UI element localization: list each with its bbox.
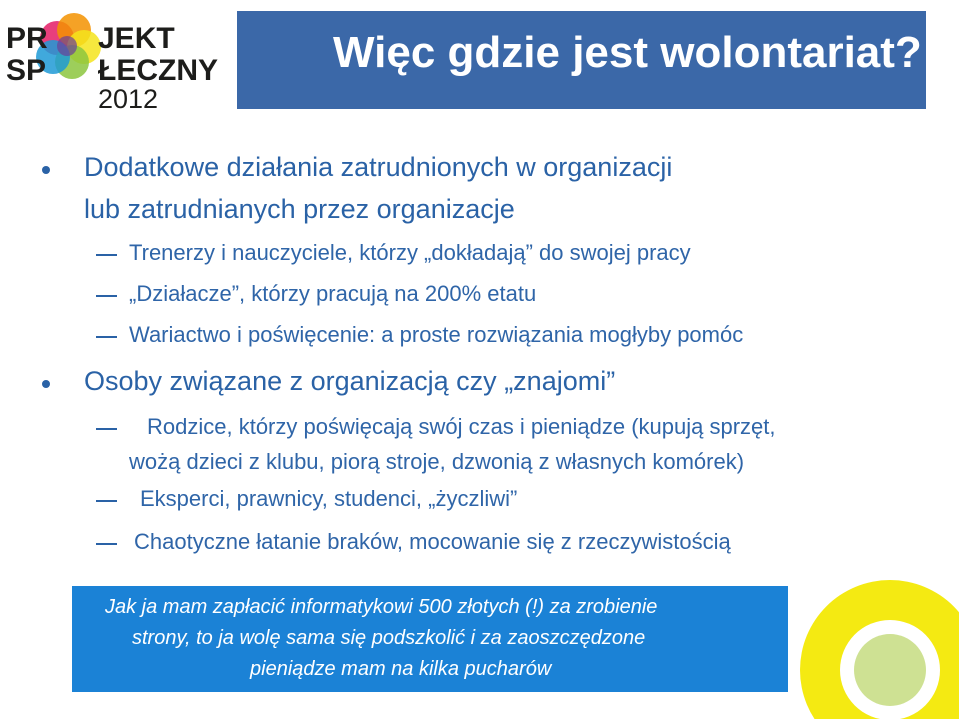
dash-icon [96, 336, 117, 338]
bullet-1-line-1: Dodatkowe działania zatrudnionych w organizacji [84, 152, 673, 182]
bullet-1-line-2: lub zatrudnianych przez organizacje [84, 194, 515, 224]
dash-icon [96, 295, 117, 297]
logo-text-row2: SP [6, 54, 47, 87]
logo-text-row1b: JEKT [98, 22, 175, 55]
dash-icon [96, 543, 117, 545]
logo-text-row2b: ŁECZNY [98, 54, 218, 87]
logo-year: 2012 [98, 84, 159, 114]
dash-icon [96, 428, 117, 430]
dash-icon [96, 254, 117, 256]
sub-item: Rodzice, którzy poświęcają swój czas i pieniądze (kupują sprzęt, [147, 414, 776, 439]
sub-item: „Działacze”, którzy pracują na 200% etatu [129, 281, 537, 306]
page-title: Więc gdzie jest wolontariat? [333, 28, 922, 77]
sub-item: Wariactwo i poświęcenie: a proste rozwiązania mogłyby pomóc [129, 322, 744, 347]
sub-item: Chaotyczne łatanie braków, mocowanie się z rzeczywistością [134, 529, 731, 554]
sub-item: Trenerzy i nauczyciele, którzy „dokładają” do swojej pracy [129, 240, 691, 265]
bullet-dot-icon [42, 166, 50, 174]
quote-line-1: Jak ja mam zapłacić informatykowi 500 złotych (!) za zrobienie [105, 596, 658, 618]
bullet-dot-icon [42, 380, 50, 388]
dash-icon [96, 500, 117, 502]
logo-text-row1: PR [6, 22, 48, 55]
quote-line-3: pieniądze mam na kilka pucharów [250, 658, 552, 680]
sub-item: Eksperci, prawnicy, studenci, „życzliwi” [140, 486, 518, 511]
bullet-2-line-1: Osoby związane z organizacją czy „znajomi” [84, 366, 616, 396]
sub-item-continuation: wożą dzieci z klubu, piorą stroje, dzwonią z własnych komórek) [129, 449, 745, 474]
quote-line-2: strony, to ja wolę sama się podszkolić i za zaoszczędzone [132, 627, 646, 649]
